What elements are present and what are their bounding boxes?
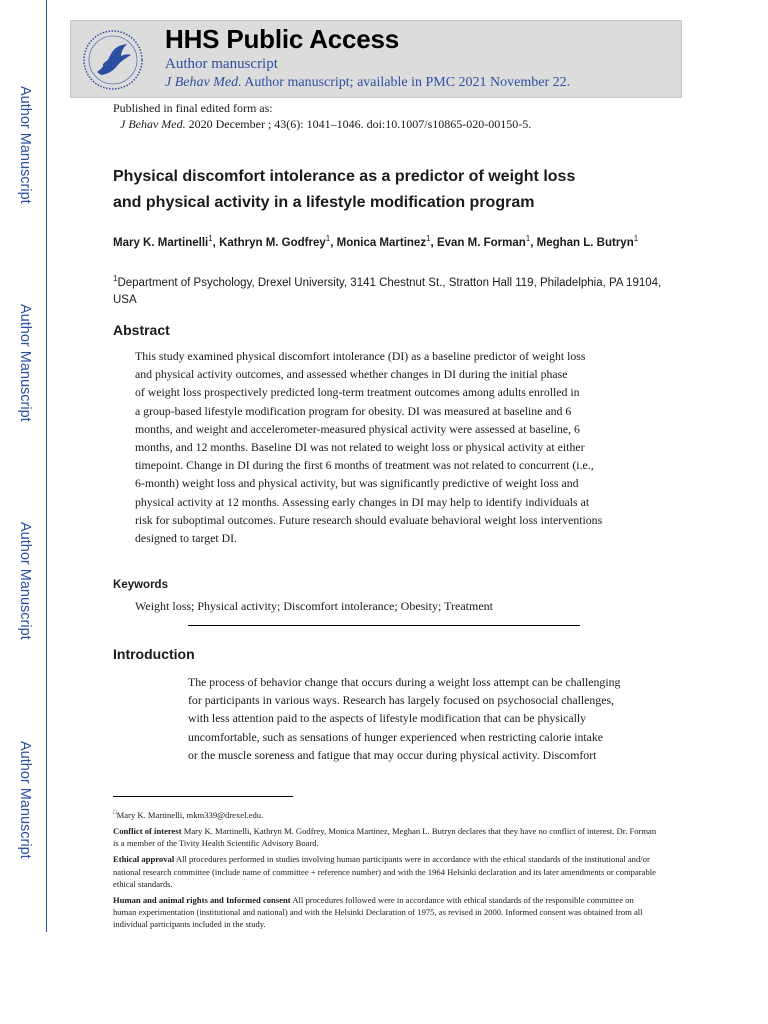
author-name: Kathryn M. Godfrey: [219, 236, 326, 249]
hhs-header: [70, 20, 682, 98]
published-citation-text: 2020 December ; 43(6): 1041–1046. doi:10.1007/s10865-020-00150-5.: [185, 117, 532, 131]
abstract-body: This study examined physical discomfort intolerance (DI) as a baseline predictor of weight loss and physical activity outcomes, and assessed whether changes in DI during the initial phase of weight loss prospectively predicted long-term treatment outcomes among adults enrolled in a group-based lifestyle modification program for obesity. DI was measured at baseline and 6 months, and weight and accelerometer-measured physical activity were assessed at baseline, 6 months, and 12 months. Baseline DI was not related to weight loss or physical activity at either timepoint. Change in DI during the first 6 months of treatment was not related to concurrent (i.e., 6-month) weight loss and physical activity, but was significantly predictive of weight loss and physical activity at 12 months. Assessing early changes in DI may help to identify individuals at risk for suboptimal outcomes. Future research should evaluate behavioral weight loss interventions designed to target DI.: [135, 349, 603, 546]
journal-availability: [165, 75, 570, 91]
affiliation: $^1$Department of Psychology, Drexel University, 3141 Chestnut St., Stratton Hall 119, Philadelphia, PA 19104, USA: [113, 274, 662, 306]
keywords-list: Weight loss; Physical activity; Discomfort intolerance; Obesity; Treatment: [135, 599, 493, 613]
introduction-body: The process of behavior change that occurs during a weight loss attempt can be challenging for participants in various ways. Research has largely focused on psychosocial challenges, with less attention paid to the aspects of lifestyle modification that can be physically uncomfortable, such as sensations of hunger experienced when restricting calorie intake or the muscle soreness and fatigue that may occur during physical activity. Discomfort: [188, 675, 621, 762]
journal-name: J Behav Med.: [165, 75, 242, 90]
author-manuscript-label: Author manuscript: [165, 56, 278, 72]
hhs-public-access-title: HHS Public Access: [165, 24, 400, 54]
footnotes: [113, 807, 658, 935]
conflict-footnote: Conflict of interest Mary K. Martinelli, Kathryn M. Godfrey, Monica Martinez, Meghan L. Butryn declares that they have no conflict of interest. Dr. Forman is a member of the Tivity Health Scientific Advisory Board.: [113, 826, 657, 849]
author-name: Evan M. Forman: [436, 236, 526, 249]
author-list: Mary K. Martinelli$^1$, Kathryn M. Godfrey$^1$, Monica Martinez$^1$, Evan M. Forman$^1$, Meghan L. Butryn$^1$: [113, 234, 639, 249]
abstract-heading: Abstract: [113, 322, 170, 338]
availability-text: Author manuscript; available in PMC 2021 November 22.: [241, 75, 571, 90]
author-name: Mary K. Martinelli: [113, 236, 209, 249]
introduction-heading: Introduction: [113, 646, 195, 662]
section-divider: [188, 625, 580, 626]
author-name: Meghan L. Butryn: [536, 236, 634, 249]
published-citation: [113, 100, 531, 132]
ethical-footnote: Ethical approval All procedures performed in studies involving human participants were in accordance with the ethical standards of the institutional and/or national research committee (include name of committee + reference number) and with the 1964 Helsinki declaration and its later amendments or comparable ethical standards.: [113, 854, 656, 889]
footnote-divider: [113, 796, 293, 797]
hhs-eagle-seal-icon: [81, 28, 145, 92]
author-name: Monica Martinez: [336, 236, 427, 249]
published-label: Published in final edited form as:: [113, 101, 273, 115]
contact-footnote: □Mary K. Martinelli, mkm339@drexel.edu.: [113, 809, 264, 820]
paper-title: Physical discomfort intolerance as a predictor of weight loss and physical activity in a lifestyle modification program: [113, 168, 576, 211]
consent-footnote: Human and animal rights and Informed consent All procedures followed were in accordance with ethical standards of the responsible committee on human experimentation (institutional and national) and with the Helsinki Declaration of 1975, as revised in 2000. Informed consent was obtained from all individual participants included in the study.: [113, 895, 643, 930]
keywords-heading: Keywords: [113, 579, 168, 591]
published-journal: J Behav Med.: [120, 117, 186, 131]
